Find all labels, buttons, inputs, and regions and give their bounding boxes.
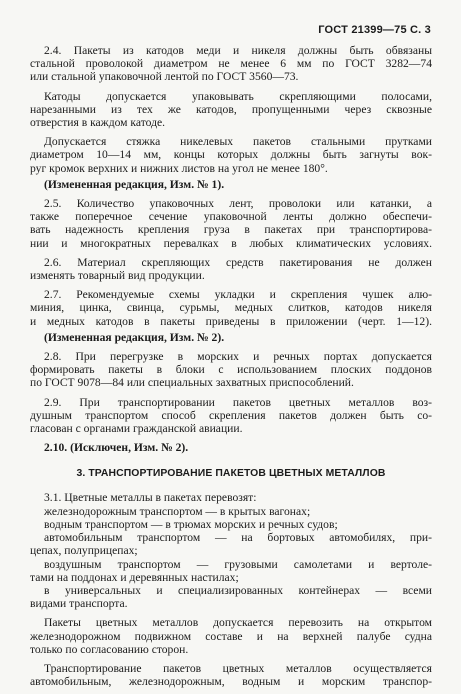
text-line: (Измененная редакция, Изм. № 1).: [44, 177, 225, 191]
paragraph-2-6: [30, 256, 432, 282]
text-line: железнодорожным транспортом — в крытых вагонах;: [44, 504, 311, 518]
text-line: изменять товарный вид продукции.: [30, 269, 205, 283]
text-line: только по согласованию сторон.: [30, 642, 189, 656]
text-line: вать надежность крепления груза в пакетах при транспортирова-: [30, 223, 432, 237]
text-line: Транспортирование пакетов цветных металлов осуществляется: [44, 661, 432, 675]
text-line: 2.8. При перегрузке в морских и речных портах допускается: [44, 350, 432, 364]
paragraph-transport-modes: [30, 662, 432, 688]
text-line: стальной проволокой диаметром не менее 6 мм по ГОСТ 3282—74: [30, 57, 432, 71]
text-line: автомобильным, железнодорожным, водным и морским транспор-: [30, 675, 432, 689]
text-line: железнодорожном подвижном составе и на верхней палубе судна: [30, 629, 432, 643]
text-line: нии и многократных перевалках в любых климатических условиях.: [30, 236, 432, 250]
paragraph-cathodes: [30, 90, 432, 130]
text-line: 2.10. (Исключен, Изм. № 2).: [44, 441, 189, 455]
text-line: Пакеты цветных металлов допускается перевозить на открытом: [44, 616, 432, 630]
text-line: или стальной упаковочной лентой по ГОСТ 3560—73.: [30, 70, 299, 84]
text-line: и медных катодов в пакеты приведены в приложении (черт. 1—12).: [30, 314, 432, 328]
text-line: 2.5. Количество упаковочных лент, проволоки или катанки, а: [44, 197, 432, 211]
text-line: (Измененная редакция, Изм. № 2).: [44, 330, 225, 344]
text-line: нарезанными из тех же катодов, пропущенными через сквозные: [30, 102, 432, 116]
text-line: 2.4. Пакеты из катодов меди и никеля должны быть обвязаны: [44, 44, 432, 57]
text-line: диаметром 10—14 мм, концы которых должны быть загнуты вок-: [30, 148, 432, 162]
paragraph-2-7: [30, 288, 432, 328]
text-line: в универсальных и специализированных контейнерах — всеми: [44, 583, 432, 597]
text-line: 3.1. Цветные металлы в пакетах перевозят:: [44, 491, 257, 505]
amendment-note-1: [30, 178, 432, 191]
text-line: 2.7. Рекомендуемые схемы укладки и скрепления чушек алю-: [44, 288, 432, 302]
text-line: тами на поддонах и деревянных настилах;: [30, 570, 239, 584]
text-line: отверстия в каждом катоде.: [30, 116, 166, 130]
paragraph-open-transport: [30, 616, 432, 656]
text-line: также поперечное сечение упаковочной ленты должно обеспечи-: [30, 210, 432, 224]
amendment-note-2: [30, 331, 432, 344]
text-line: 2.9. При транспортировании пакетов цветных металлов воз-: [44, 395, 432, 409]
text-line: 2.6. Материал скрепляющих средств пакетирования не должен: [44, 255, 432, 269]
text-line: воздушным транспортом — грузовыми самолетами и вертоле-: [44, 557, 432, 571]
paragraph-nickel-rods: [30, 135, 432, 175]
text-line: душным транспортом способ скрепления пакетов должен быть со-: [30, 408, 432, 422]
text-line: гласован с органами гражданской авиации.: [30, 422, 243, 436]
paragraph-2-4: [30, 44, 432, 84]
text-line: Допускается стяжка никелевых пакетов стальными прутками: [44, 135, 432, 149]
text-line: по ГОСТ 9078—84 или специальных захватных приспособлений.: [30, 376, 354, 390]
text-line: автомобильным транспортом — на бортовых автомобилях, при-: [44, 531, 432, 545]
text-line: водным транспортом — в трюмах морских и речных судов;: [44, 517, 338, 531]
paragraph-2-5: [30, 197, 432, 250]
paragraph-3-1: [30, 491, 432, 610]
paragraph-2-9: [30, 396, 432, 436]
document-body: [30, 44, 432, 694]
text-line: руг кромок верхних и нижних листов на угол не менее 180°.: [30, 161, 328, 175]
paragraph-2-10-excluded: [30, 441, 432, 454]
text-line: миния, цинка, свинца, сурьмы, медных слитков, катодов никеля: [30, 301, 432, 315]
text-line: видами транспорта.: [30, 597, 128, 611]
text-line: Катоды допускается упаковывать скрепляющими полосами,: [44, 89, 432, 103]
paragraph-2-8: [30, 350, 432, 390]
text-line: формировать пакеты в блоки с использованием плоских поддонов: [30, 363, 432, 377]
text-line: цепах, полуприцепах;: [30, 544, 138, 558]
page-header: ГОСТ 21399—75 С. 3: [318, 24, 431, 36]
section-3-title: 3. ТРАНСПОРТИРОВАНИЕ ПАКЕТОВ ЦВЕТНЫХ МЕТАЛЛОВ: [76, 468, 386, 480]
